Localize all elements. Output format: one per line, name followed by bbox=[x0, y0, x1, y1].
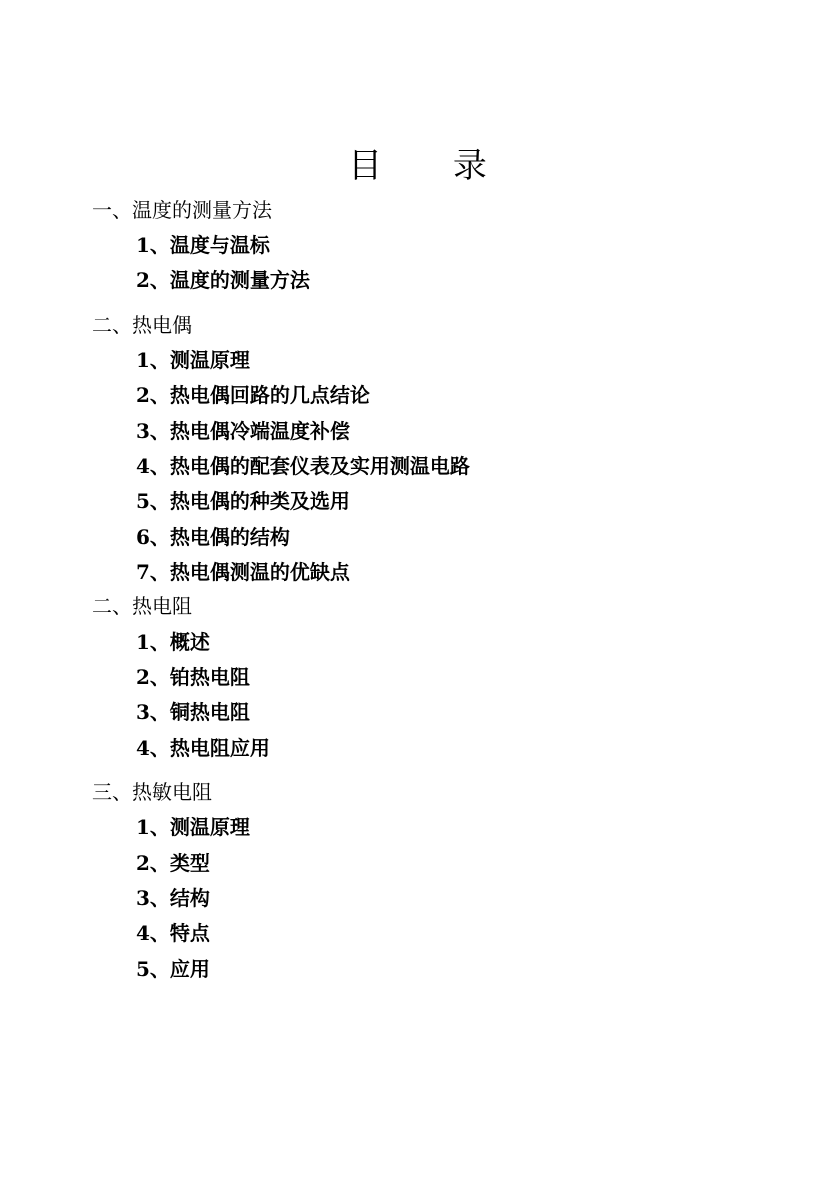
toc-item: 2、类型 bbox=[136, 851, 210, 875]
toc-item: 2、铂热电阻 bbox=[136, 665, 250, 689]
toc-item: 3、铜热电阻 bbox=[136, 700, 250, 724]
toc-section-heading: 一、温度的测量方法 bbox=[92, 198, 272, 222]
toc-section-heading: 三、热敏电阻 bbox=[92, 780, 212, 804]
toc-item: 5、热电偶的种类及选用 bbox=[136, 489, 350, 513]
toc-item: 4、热电阻应用 bbox=[136, 736, 270, 760]
toc-item: 3、热电偶冷端温度补偿 bbox=[136, 419, 350, 443]
toc-item: 4、特点 bbox=[136, 921, 210, 945]
page-title: 目 录 bbox=[348, 146, 517, 186]
toc-section-heading: 二、热电阻 bbox=[92, 594, 192, 618]
toc-item: 2、热电偶回路的几点结论 bbox=[136, 383, 370, 407]
toc-item: 1、温度与温标 bbox=[136, 233, 270, 257]
toc-item: 1、测温原理 bbox=[136, 348, 250, 372]
toc-item: 7、热电偶测温的优缺点 bbox=[136, 560, 350, 584]
toc-item: 1、测温原理 bbox=[136, 815, 250, 839]
toc-item: 2、温度的测量方法 bbox=[136, 268, 310, 292]
toc-item: 6、热电偶的结构 bbox=[136, 525, 290, 549]
toc-item: 1、概述 bbox=[136, 630, 210, 654]
toc-section-heading: 二、热电偶 bbox=[92, 313, 192, 337]
toc-item: 3、结构 bbox=[136, 886, 210, 910]
toc-item: 5、应用 bbox=[136, 957, 210, 981]
toc-item: 4、热电偶的配套仪表及实用测温电路 bbox=[136, 454, 470, 478]
